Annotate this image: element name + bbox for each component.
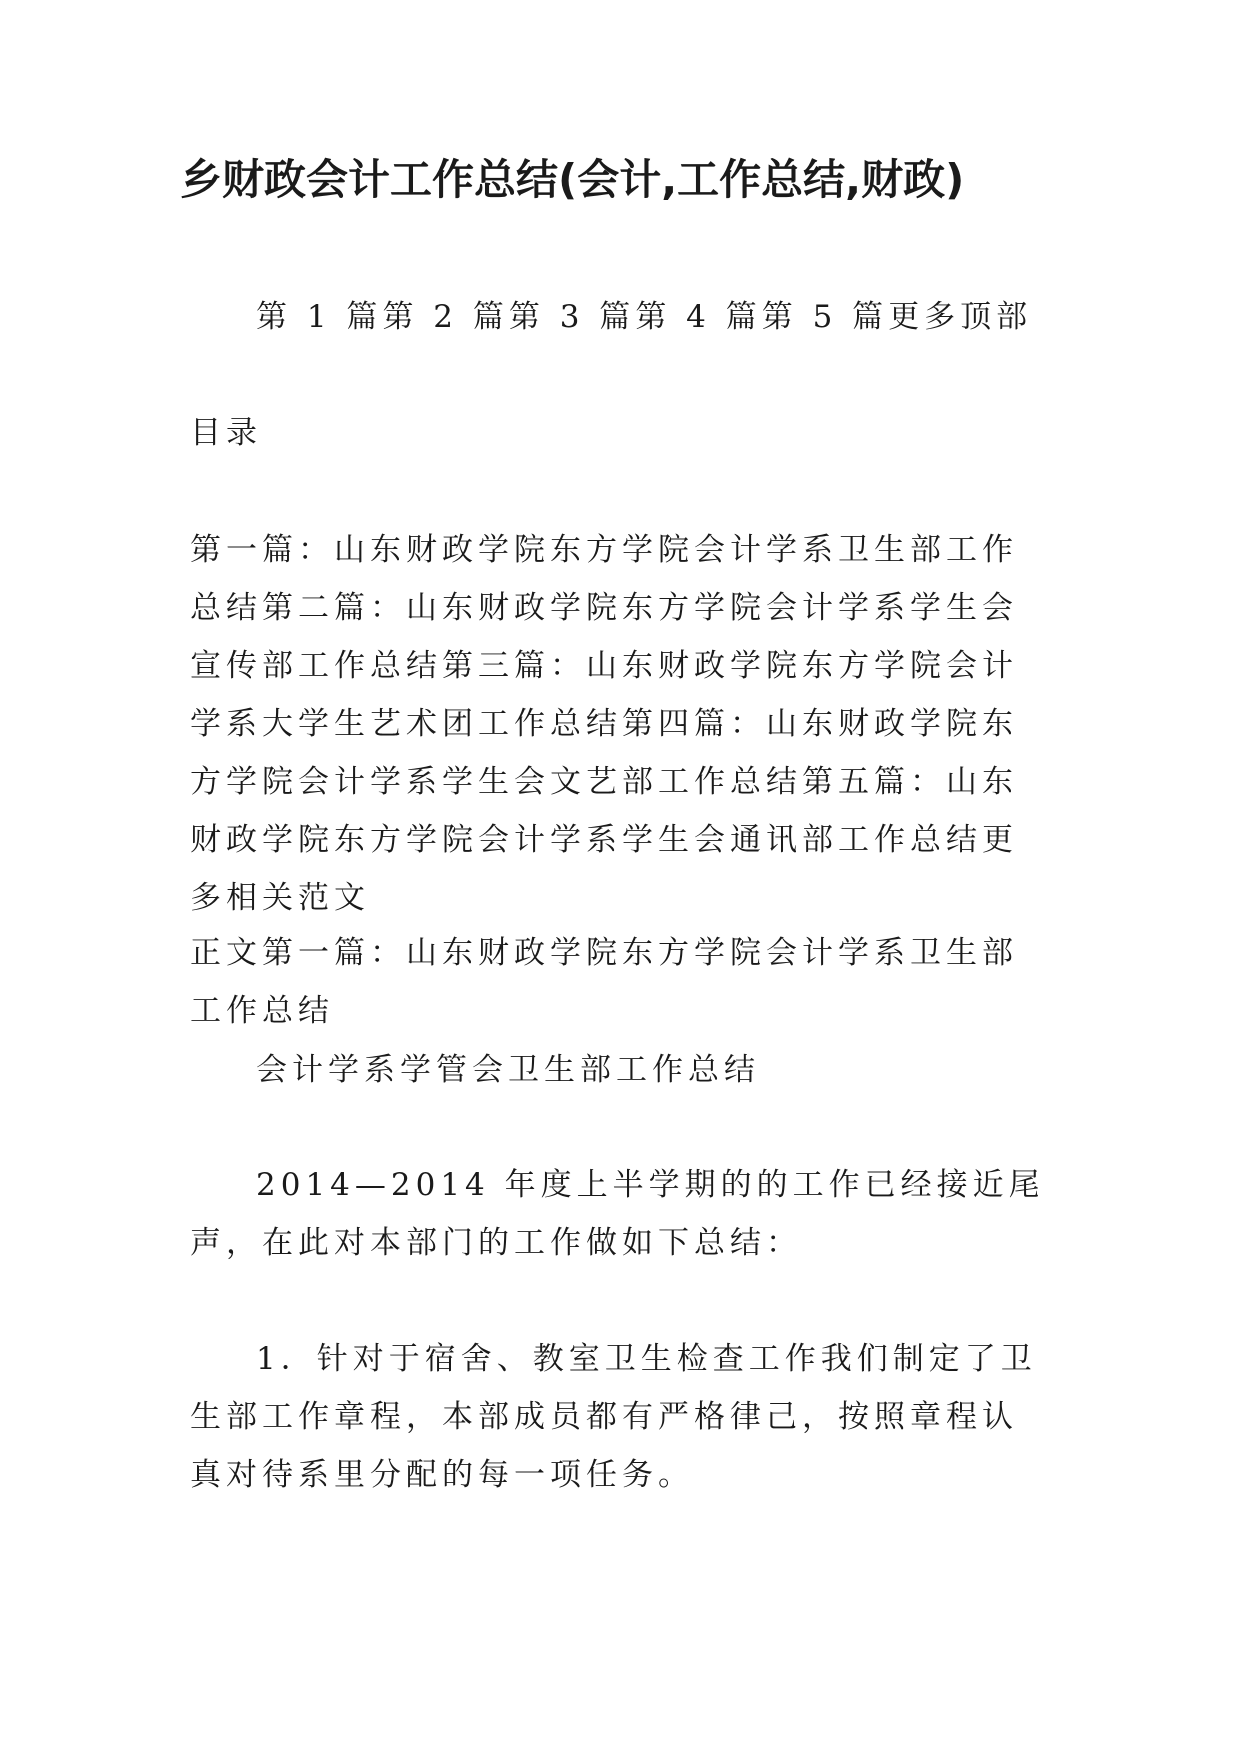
nav-link-top[interactable]: 顶部 bbox=[960, 299, 1033, 335]
intro-paragraph: 2014—2014 年度上半学期的的工作已经接近尾声，在此对本部门的工作做如下总结： bbox=[190, 1167, 1045, 1261]
toc-heading: 目录 bbox=[190, 415, 262, 451]
summary-item-1: 1．针对于宿舍、教室卫生检查工作我们制定了卫生部工作章程，本部成员都有严格律己，按照章程认真对待系里分配的每一项任务。 bbox=[190, 1341, 1037, 1493]
nav-link-article-2[interactable]: 第 2 篇 bbox=[382, 299, 509, 335]
document-title: 乡财政会计工作总结(会计,工作总结,财政) bbox=[180, 155, 965, 204]
nav-link-more[interactable]: 更多 bbox=[888, 299, 961, 335]
article-nav bbox=[190, 288, 1050, 346]
nav-link-article-5[interactable]: 第 5 篇 bbox=[761, 299, 889, 335]
nav-link-article-1[interactable]: 第 1 篇 bbox=[256, 299, 383, 335]
body-heading: 正文第一篇：山东财政学院东方学院会计学系卫生部工作总结 bbox=[190, 935, 1018, 1029]
toc-list: 第一篇：山东财政学院东方学院会计学系卫生部工作总结第二篇：山东财政学院东方学院会计学系学生会宣传部工作总结第三篇：山东财政学院东方学院会计学系大学生艺术团工作总结第四篇：山东财政学院东方学院会计学系学生会文艺部工作总结第五篇：山东财政学院东方学院会计学系学生会通讯部工作总结更多相关范文 bbox=[190, 532, 1018, 916]
nav-link-article-3[interactable]: 第 3 篇 bbox=[508, 299, 636, 335]
section-subtitle: 会计学系学管会卫生部工作总结 bbox=[256, 1052, 760, 1088]
nav-link-article-4[interactable]: 第 4 篇 bbox=[635, 299, 762, 335]
